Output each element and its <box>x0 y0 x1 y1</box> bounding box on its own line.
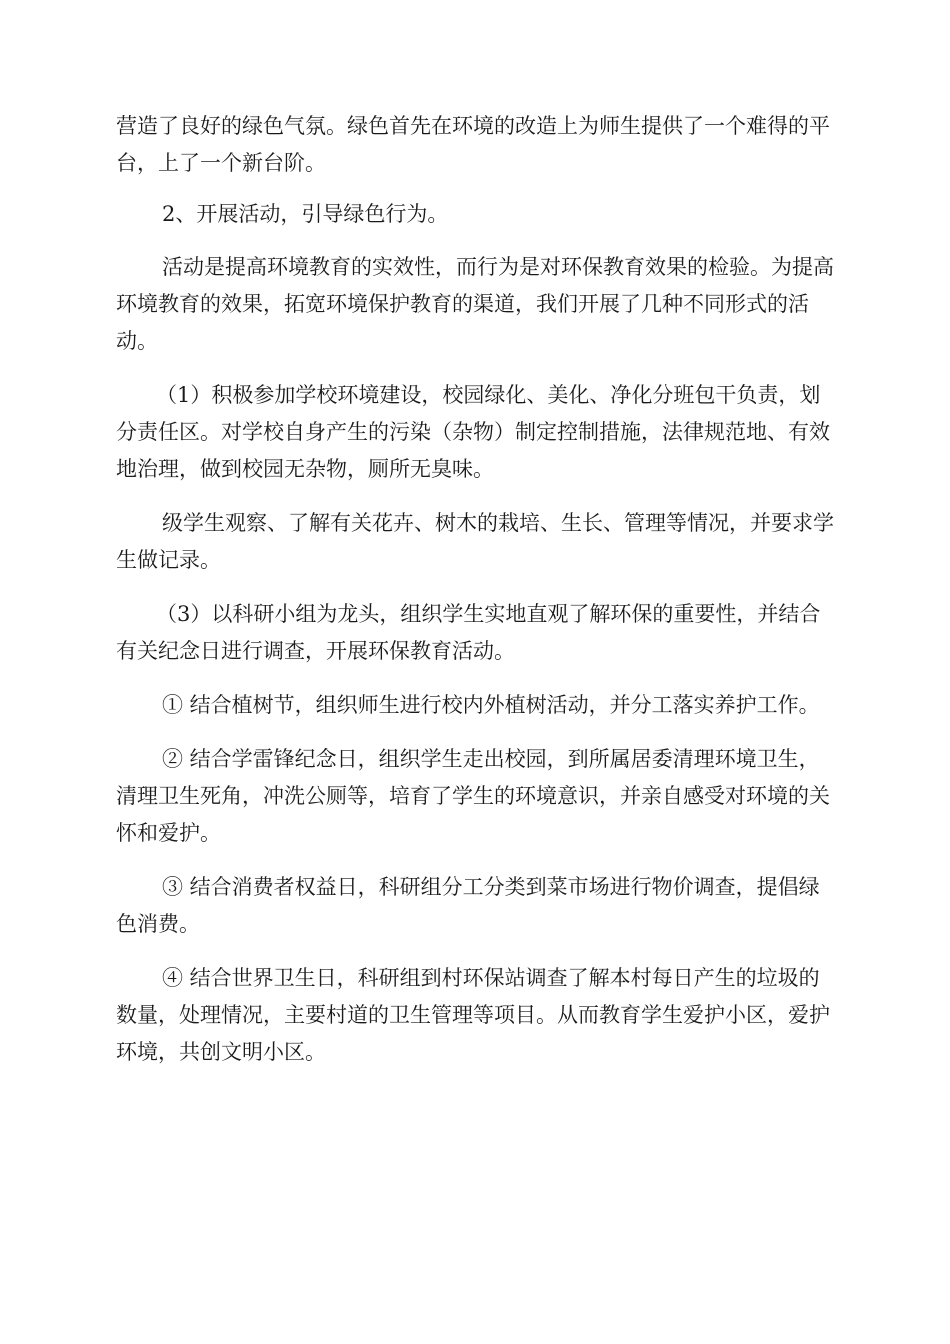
paragraph-subitem-3: ③ 结合消费者权益日，科研组分工分类到菜市场进行物价调查，提倡绿色消费。 <box>116 875 820 936</box>
paragraph-subitem-1: ① 结合植树节，组织师生进行校内外植树活动，并分工落实养护工作。 <box>162 693 820 717</box>
paragraph-1: 营造了良好的绿色气氛。绿色首先在环境的改造上为师生提供了一个难得的平台，上了一个新台阶。 <box>116 114 830 175</box>
paragraph-subitem-2: ② 结合学雷锋纪念日，组织学生走出校园，到所属居委清理环境卫生，清理卫生死角，冲洗公厕等，培育了学生的环境意识，并亲自感受对环境的关怀和爱护。 <box>116 747 830 845</box>
paragraph-item-3: （3）以科研小组为龙头，组织学生实地直观了解环保的重要性，并结合有关纪念日进行调查，开展环保教育活动。 <box>116 602 821 663</box>
paragraph-section-heading: 2、开展活动，引导绿色行为。 <box>162 202 449 226</box>
paragraph-subitem-4: ④ 结合世界卫生日，科研组到村环保站调查了解本村每日产生的垃圾的数量，处理情况，主要村道的卫生管理等项目。从而教育学生爱护小区，爱护环境，共创文明小区。 <box>116 966 830 1064</box>
paragraph-item-1: （1）积极参加学校环境建设，校园绿化、美化、净化分班包干负责，划分责任区。对学校自身产生的污染（杂物）制定控制措施，法律规范地、有效地治理，做到校园无杂物，厕所无臭味。 <box>116 383 830 481</box>
paragraph-observation: 级学生观察、了解有关花卉、树木的栽培、生长、管理等情况，并要求学生做记录。 <box>116 511 834 572</box>
paragraph-activities-intro: 活动是提高环境教育的实效性，而行为是对环保教育效果的检验。为提高环境教育的效果，拓宽环境保护教育的渠道，我们开展了几种不同形式的活动。 <box>116 255 834 353</box>
document-page <box>116 108 836 1071</box>
